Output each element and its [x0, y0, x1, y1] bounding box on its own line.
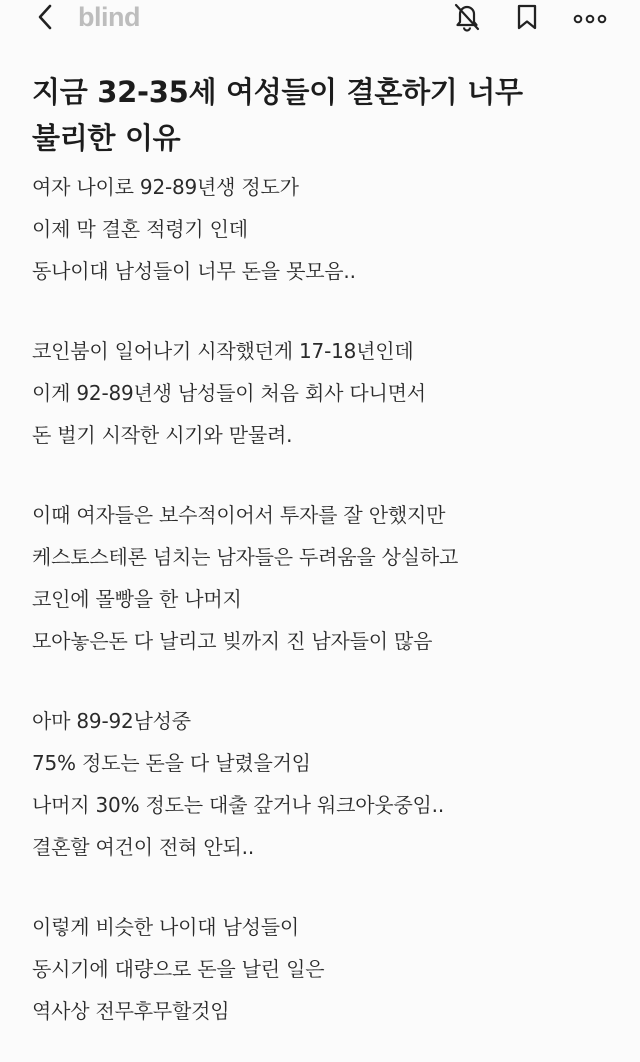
post-paragraph — [32, 494, 622, 662]
body-line: 아마 89-92남성중 — [32, 709, 191, 733]
post-paragraph — [32, 166, 622, 292]
post-paragraph — [32, 906, 622, 1032]
more-horizontal-icon — [572, 10, 608, 29]
paragraph-spacer — [32, 868, 622, 906]
post-paragraph — [32, 330, 622, 456]
post-title-line: 불리한 이유 — [32, 121, 181, 155]
top-bar — [0, 0, 640, 38]
body-line: 75% 정도는 돈을 다 날렸을거임 — [32, 751, 311, 775]
body-line: 여자 나이로 92-89년생 정도가 — [32, 175, 299, 199]
body-line: 이렇게 비슷한 나이대 남성들이 — [32, 915, 300, 939]
paragraph-spacer — [32, 292, 622, 330]
body-line: 나머지 30% 정도는 대출 갚거나 워크아웃중임.. — [32, 793, 444, 817]
body-line: 결혼할 여건이 전혀 안되.. — [32, 835, 254, 859]
body-line: 모아놓은돈 다 날리고 빚까지 진 남자들이 많음 — [32, 629, 433, 653]
back-button[interactable] — [30, 0, 60, 38]
body-line: 코인에 몰빵을 한 나머지 — [32, 587, 242, 611]
body-line: 코인붐이 일어나기 시작했던게 17-18년인데 — [32, 339, 414, 363]
body-line: 돈 벌기 시작한 시기와 맏물려. — [32, 423, 293, 447]
paragraph-spacer — [32, 662, 622, 700]
post-body — [32, 166, 622, 1032]
bookmark-button[interactable] — [512, 0, 542, 38]
notification-toggle-button[interactable] — [450, 0, 484, 38]
paragraph-spacer — [32, 456, 622, 494]
body-line: 동시기에 대량으로 돈을 날린 일은 — [32, 957, 325, 981]
app-logo[interactable]: blind — [78, 2, 140, 32]
post-paragraph — [32, 700, 622, 868]
bookmark-icon — [516, 3, 538, 35]
body-line: 이제 막 결혼 적령기 인데 — [32, 217, 248, 241]
chevron-left-icon — [37, 3, 53, 35]
post-title — [32, 69, 612, 161]
post-title-line: 지금 32-35세 여성들이 결혼하기 너무 — [32, 75, 523, 109]
body-line: 동나이대 남성들이 너무 돈을 못모음.. — [32, 259, 356, 283]
body-line: 역사상 전무후무할것임 — [32, 999, 230, 1023]
body-line: 이때 여자들은 보수적이어서 투자를 잘 안했지만 — [32, 503, 446, 527]
body-line: 이게 92-89년생 남성들이 처음 회사 다니면서 — [32, 381, 426, 405]
more-options-button[interactable] — [568, 0, 612, 38]
bell-off-icon — [453, 2, 481, 36]
body-line: 케스토스테론 넘치는 남자들은 두려움을 상실하고 — [32, 545, 459, 569]
